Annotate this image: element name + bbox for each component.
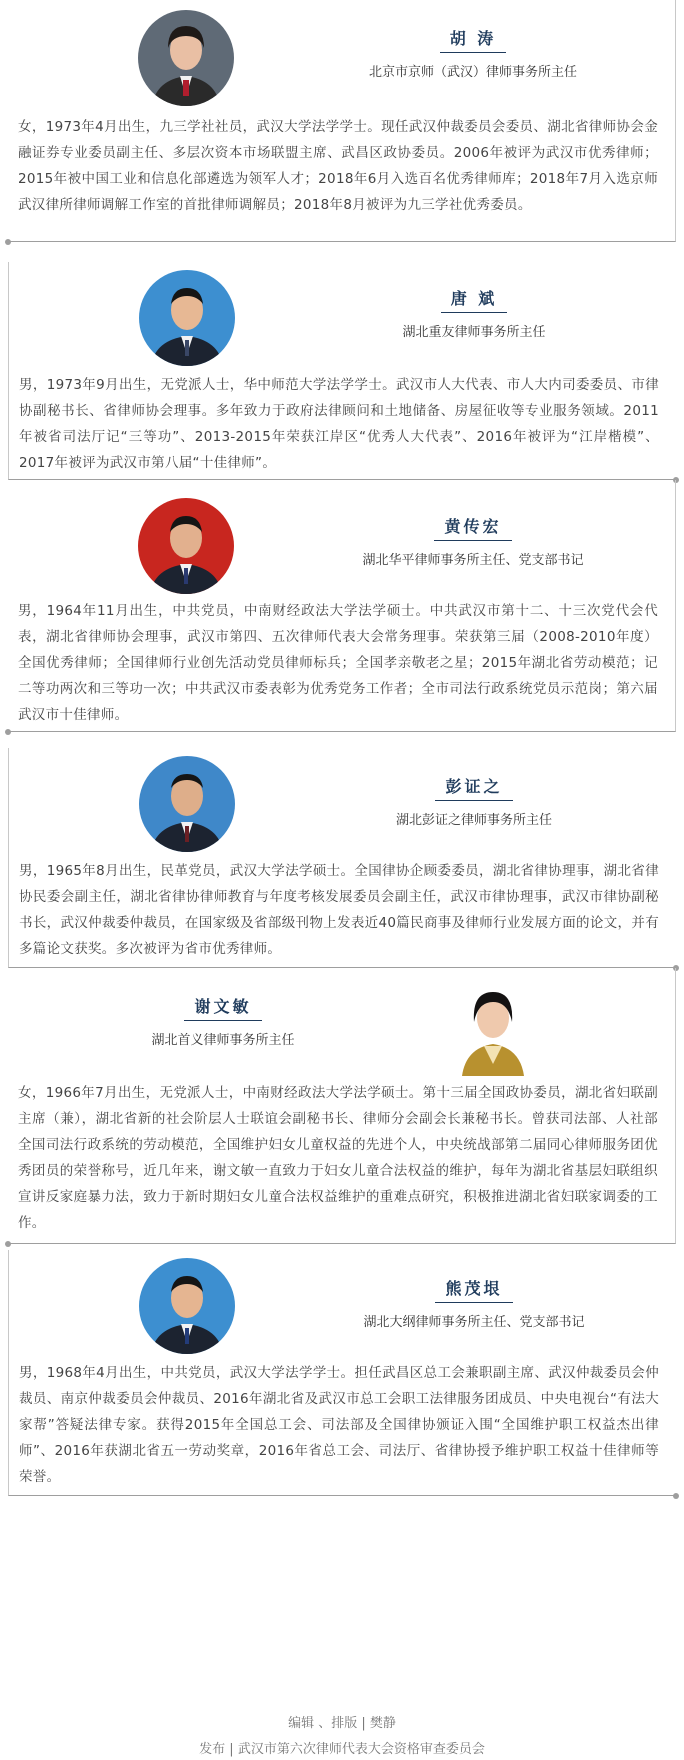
lawyer-name: 黄传宏 [434, 514, 511, 541]
divider-dot [5, 1241, 11, 1247]
profile-card-1 [8, 0, 676, 242]
name-block [308, 26, 638, 80]
biography: 女，1966年7月出生，无党派人士，中南财经政法大学法学硕士。第十三届全国政协委员，湖北省妇联副主席（兼），湖北省新的社会阶层人士联谊会副秘书长、律师分会副会长兼秘书长。曾获司法部、人社部全国司法行政系统的劳动模范，全国维护妇女儿童权益的先进个人，中央统战部第二届同心律师服务团优秀团员的荣誉称号，近几年来，谢文敏一直致力于妇女儿童合法权益的维护，每年为湖北省基层妇联组织宣讲反家庭暴力法，致力于新时期妇女儿童合法权益维护的重难点研究，积极推进湖北省妇联家调委的工作。 [18, 1085, 658, 1231]
name-block [58, 994, 388, 1048]
portrait-photo [139, 756, 235, 852]
profile-card-4 [8, 748, 676, 968]
law-firm-title: 湖北首义律师事务所主任 [151, 1033, 295, 1048]
law-firm-title: 北京市京师（武汉）律师事务所主任 [368, 65, 577, 80]
portrait-photo [448, 976, 538, 1076]
lawyer-name: 谢文敏 [184, 994, 261, 1021]
portrait-icon [139, 270, 235, 366]
divider-dot [673, 1493, 679, 1499]
portrait-icon [448, 976, 538, 1076]
name-block [309, 774, 639, 828]
footer-publisher: 发布 | 武汉市第六次律师代表大会资格审查委员会 [199, 1742, 485, 1757]
profile-card-6 [8, 1250, 676, 1496]
portrait-photo [139, 270, 235, 366]
profile-card-5 [8, 968, 676, 1244]
profile-card-2 [8, 262, 676, 480]
name-block [308, 514, 638, 568]
biography: 女，1973年4月出生，九三学社社员，武汉大学法学学士。现任武汉仲裁委员会委员、湖北省律师协会金融证券专业委员副主任、多层次资本市场联盟主席、武昌区政协委员。2006年被评为武汉市优秀律师；2015年被中国工业和信息化部遴选为领军人才；2018年6月入选百名优秀律师库；2018年7月入选京师武汉律所律师调解工作室的首批律师调解员；2018年8月被评为九三学社优秀委员。 [18, 119, 658, 213]
law-firm-title: 湖北华平律师事务所主任、党支部书记 [362, 553, 584, 568]
law-firm-title: 湖北重友律师事务所主任 [402, 325, 546, 340]
lawyer-name: 熊茂垠 [435, 1276, 512, 1303]
portrait-photo [138, 10, 234, 106]
portrait-icon [138, 10, 234, 106]
portrait-photo [139, 1258, 235, 1354]
lawyer-name: 彭证之 [435, 774, 512, 801]
divider-dot [5, 729, 11, 735]
name-block [309, 1276, 639, 1330]
law-firm-title: 湖北彭证之律师事务所主任 [395, 813, 552, 828]
profile-card-3 [8, 480, 676, 732]
biography: 男，1964年11月出生，中共党员，中南财经政法大学法学硕士。中共武汉市第十二、十三次党代会代表，湖北省律师协会理事，武汉市第四、五次律师代表大会常务理事。荣获第三届（2008-2010年度）全国优秀律师；全国律师行业创先活动党员律师标兵；全国孝亲敬老之星；2015年湖北省劳动模范；记二等功两次和三等功一次；中共武汉市委表彰为优秀党务工作者；全市司法行政系统党员示范岗；第六届武汉市十佳律师。 [18, 603, 658, 723]
portrait-icon [139, 756, 235, 852]
footer-editor: 编辑 、排版 | 樊静 [288, 1716, 396, 1731]
divider-dot [5, 239, 11, 245]
lawyer-name: 唐 斌 [441, 286, 508, 313]
portrait-icon [139, 1258, 235, 1354]
law-firm-title: 湖北大纲律师事务所主任、党支部书记 [363, 1315, 585, 1330]
biography: 男，1973年9月出生，无党派人士，华中师范大学法学学士。武汉市人大代表、市人大内司委委员、市律协副秘书长、省律师协会理事。多年致力于政府法律顾问和土地储备、房屋征收等专业服务领域。2011年被省司法厅记“三等功”、2013-2015年荣获江岸区“优秀人大代表”、2016年被评为“江岸楷模”、2017年被评为武汉市第八届“十佳律师”。 [19, 377, 659, 471]
portrait-icon [138, 498, 234, 594]
biography: 男，1968年4月出生，中共党员，武汉大学法学学士。担任武昌区总工会兼职副主席、武汉仲裁委员会仲裁员、南京仲裁委员会仲裁员、2016年湖北省及武汉市总工会职工法律服务团成员、中央电视台“有法大家帮”答疑法律专家。获得2015年全国总工会、司法部及全国律协颁证入围“全国维护职工权益杰出律师”、2016年获湖北省五一劳动奖章，2016年省总工会、司法厅、省律协授予维护职工权益十佳律师等荣誉。 [19, 1365, 659, 1485]
name-block [309, 286, 639, 340]
biography: 男，1965年8月出生，民革党员，武汉大学法学硕士。全国律协企顾委委员，湖北省律协理事，湖北省律协民委会副主任，湖北省律协律师教育与年度考核发展委员会副主任，武汉市律协理事，武汉市律协副秘书长，武汉仲裁委仲裁员，在国家级及省部级刊物上发表近40篇民商事及律师行业发展方面的论文，并有多篇论文获奖。多次被评为省市优秀律师。 [19, 863, 659, 957]
lawyer-name: 胡 涛 [440, 26, 507, 53]
portrait-photo [138, 498, 234, 594]
